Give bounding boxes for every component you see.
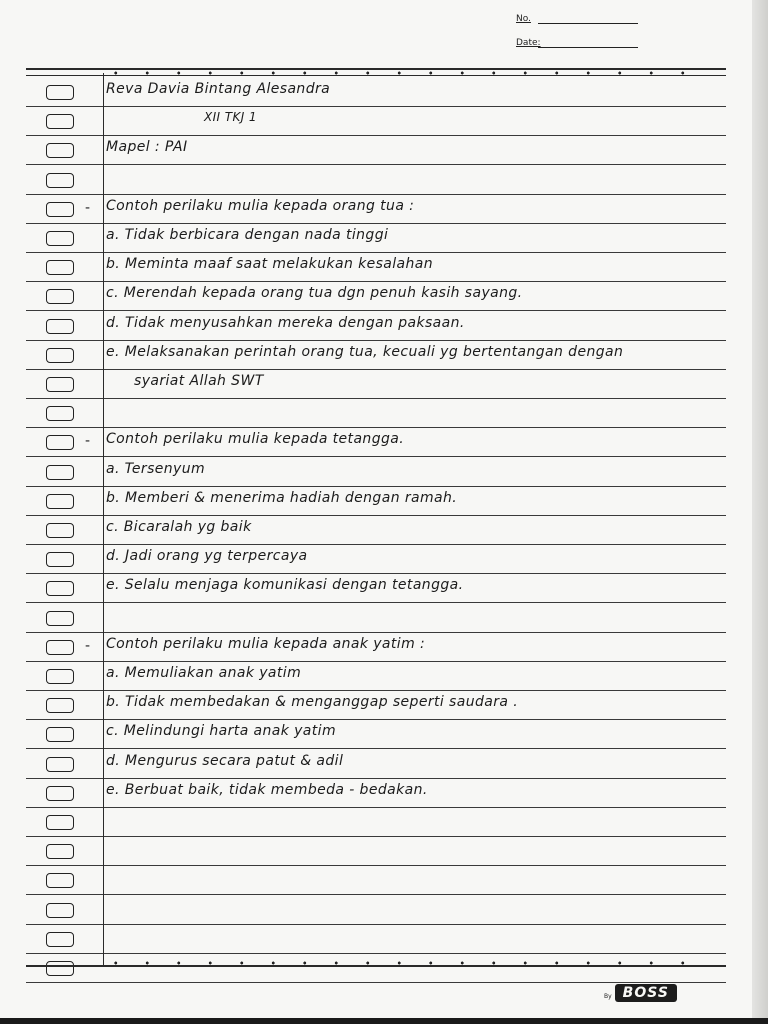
line-checkbox[interactable]	[46, 406, 74, 421]
line-checkbox[interactable]	[46, 786, 74, 801]
line-checkbox[interactable]	[46, 873, 74, 888]
line-checkbox[interactable]	[46, 465, 74, 480]
line-checkbox[interactable]	[46, 961, 74, 976]
bottom-shadow	[0, 1018, 768, 1024]
brand-logo	[604, 982, 677, 1004]
margin-line	[103, 73, 104, 965]
line-checkbox[interactable]	[46, 173, 74, 188]
notebook-line	[26, 807, 726, 837]
line-text: b. Meminta maaf saat melakukan kesalahan	[106, 256, 434, 273]
line-checkbox[interactable]	[46, 377, 74, 392]
line-text: b. Memberi & menerima hadiah dengan ramah.	[106, 489, 458, 506]
line-text: e. Melaksanakan perintah orang tua, kecuali yg bertentangan dengan	[106, 343, 624, 360]
line-text: syariat Allah SWT	[134, 373, 264, 389]
number-line	[538, 23, 638, 24]
line-checkbox[interactable]	[46, 435, 74, 450]
line-checkbox[interactable]	[46, 289, 74, 304]
line-text: d. Tidak menyusahkan mereka dengan paksaan.	[106, 314, 465, 331]
notebook-line	[26, 486, 726, 516]
line-checkbox[interactable]	[46, 581, 74, 596]
notebook-line	[26, 369, 726, 399]
line-dash: -	[85, 637, 91, 654]
line-checkbox[interactable]	[46, 319, 74, 334]
notebook-line	[26, 573, 726, 603]
line-text: c. Merendah kepada orang tua dgn penuh kasih sayang.	[106, 285, 523, 302]
line-checkbox[interactable]	[46, 202, 74, 217]
line-checkbox[interactable]	[46, 143, 74, 158]
line-text: Mapel : PAI	[106, 139, 188, 156]
notebook-line	[26, 661, 726, 691]
notebook-line	[26, 690, 726, 720]
date-label: Date:	[516, 38, 541, 48]
date-field	[516, 38, 541, 48]
line-checkbox[interactable]	[46, 494, 74, 509]
line-text: e. Selalu menjaga komunikasi dengan tetangga.	[106, 577, 464, 594]
notebook-line	[26, 165, 726, 195]
line-text: d. Mengurus secara patut & adil	[106, 752, 344, 769]
bottom-rule	[26, 965, 726, 967]
line-checkbox[interactable]	[46, 611, 74, 626]
line-checkbox[interactable]	[46, 815, 74, 830]
line-text: Contoh perilaku mulia kepada anak yatim :	[106, 635, 426, 652]
notebook-line	[26, 749, 726, 779]
notebook-line	[26, 719, 726, 749]
line-checkbox[interactable]	[46, 669, 74, 684]
line-text: XII TKJ 1	[204, 110, 257, 125]
notebook-line	[26, 515, 726, 545]
notebook-line	[26, 457, 726, 487]
line-checkbox[interactable]	[46, 85, 74, 100]
line-text: a. Memuliakan anak yatim	[106, 665, 302, 681]
notebook-line	[26, 836, 726, 866]
notebook-line	[26, 340, 726, 370]
top-rule-thin	[26, 75, 726, 76]
line-text: Reva Davia Bintang Alesandra	[106, 81, 331, 97]
notebook-line	[26, 223, 726, 253]
line-text: c. Melindungi harta anak yatim	[106, 723, 336, 740]
date-line	[538, 47, 638, 48]
line-dash: -	[85, 199, 91, 216]
line-checkbox[interactable]	[46, 757, 74, 772]
line-checkbox[interactable]	[46, 348, 74, 363]
line-dash: -	[85, 433, 91, 450]
line-checkbox[interactable]	[46, 523, 74, 538]
line-checkbox[interactable]	[46, 903, 74, 918]
line-checkbox[interactable]	[46, 640, 74, 655]
notebook-line	[26, 252, 726, 282]
logo-brand: BOSS	[615, 984, 677, 1002]
line-text: a. Tersenyum	[106, 460, 206, 477]
line-checkbox[interactable]	[46, 114, 74, 129]
line-text: Contoh perilaku mulia kepada tetangga.	[106, 431, 405, 448]
line-text: a. Tidak berbicara dengan nada tinggi	[106, 227, 389, 243]
line-checkbox[interactable]	[46, 552, 74, 567]
notebook-line	[26, 895, 726, 925]
notebook-line	[26, 632, 726, 662]
number-field	[516, 14, 531, 24]
line-text: c. Bicaralah yg baik	[106, 519, 252, 535]
notebook-line	[26, 778, 726, 808]
line-text: Contoh perilaku mulia kepada orang tua :	[106, 197, 415, 214]
notebook-line	[26, 135, 726, 165]
top-rule	[26, 68, 726, 70]
line-text: d. Jadi orang yg terpercaya	[106, 548, 308, 565]
notebook-line	[26, 924, 726, 954]
notebook-line	[26, 194, 726, 224]
line-checkbox[interactable]	[46, 844, 74, 859]
page-edge	[752, 0, 768, 1024]
notebook-line	[26, 77, 726, 107]
line-text: e. Berbuat baik, tidak membeda - bedakan.	[106, 781, 428, 798]
notebook-line	[26, 544, 726, 574]
notebook-line	[26, 603, 726, 633]
line-checkbox[interactable]	[46, 231, 74, 246]
notebook-line	[26, 281, 726, 311]
line-checkbox[interactable]	[46, 932, 74, 947]
notebook-line	[26, 427, 726, 457]
notebook-line	[26, 865, 726, 895]
line-checkbox[interactable]	[46, 260, 74, 275]
logo-by-label: By	[604, 992, 612, 1000]
notebook-line	[26, 398, 726, 428]
notebook-line	[26, 311, 726, 341]
line-text: b. Tidak membedakan & menganggap seperti saudara .	[106, 694, 519, 711]
notebook-line	[26, 106, 726, 136]
number-label: No.	[516, 14, 531, 24]
line-checkbox[interactable]	[46, 727, 74, 742]
line-checkbox[interactable]	[46, 698, 74, 713]
notebook-line	[26, 953, 726, 983]
